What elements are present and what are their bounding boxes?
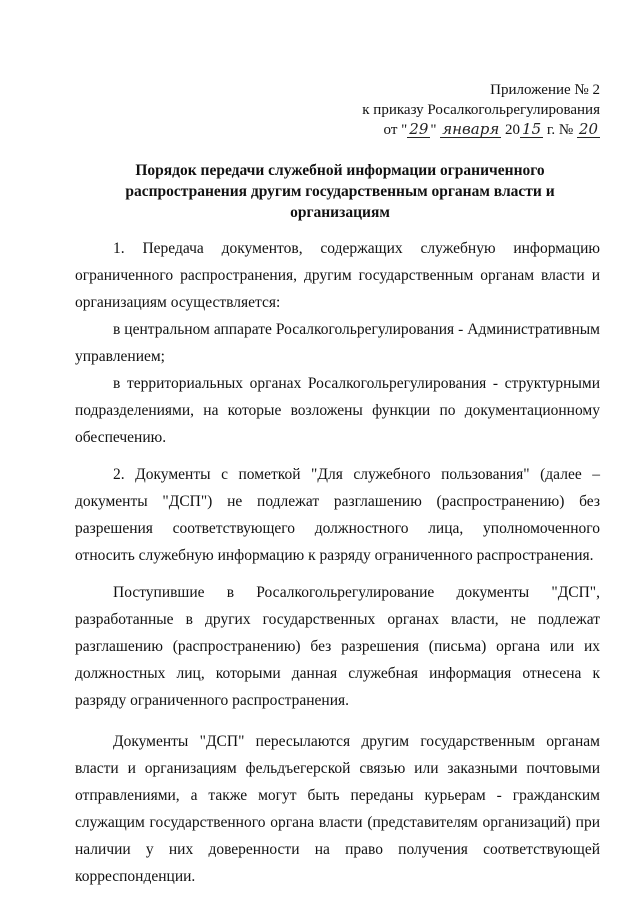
document-body — [75, 235, 600, 890]
paragraph-4: 2. Документы с пометкой "Для служебного пользования" (далее – документы "ДСП") не подлежат разглашению (распространению) без разрешения соответствующего должностного лица, уполномоченного относить служебную информацию к разряду ограниченного распространения. — [75, 466, 600, 564]
handwritten-day: 29 — [409, 120, 429, 138]
annex-number: Приложение № 2 — [490, 82, 600, 98]
paragraph-3: в территориальных органах Росалкогольрегулирования - структурными подразделениями, на которые возложены функции по документационному обеспечению. — [75, 375, 600, 446]
document-title: Порядок передачи служебной информации ограниченного распространения другим государственным органам власти и организациям — [125, 162, 555, 221]
paragraph-2: в центральном аппарате Росалкогольрегулирования - Административным управлением; — [75, 321, 600, 365]
number-label: г. № — [546, 122, 574, 138]
handwritten-month: января — [442, 120, 500, 138]
annex-date-line — [320, 120, 600, 140]
year-prefix: 20 — [505, 122, 521, 138]
paragraph-5: Поступившие в Росалкогольрегулирование документы "ДСП", разработанные в других государственных органах власти, не подлежат разглашению (распространению) без разрешения (письма) органа или их должностных лиц, которыми данная служебная информация отнесена к разряду ограниченного распространения. — [75, 584, 600, 709]
annex-header — [320, 80, 600, 140]
handwritten-year: 15 — [522, 120, 542, 138]
paragraph-1: 1. Передача документов, содержащих служебную информацию ограниченного распространения, другим государственным органам власти и организациям осуществляется: — [75, 240, 600, 311]
handwritten-number: 20 — [578, 120, 598, 138]
date-quote: " — [430, 122, 437, 138]
annex-order-ref: к приказу Росалкогольрегулирования — [362, 102, 600, 118]
paragraph-6: Документы "ДСП" пересылаются другим государственным органам власти и организациям фельдъегерской связью или заказными почтовыми отправлениями, а также могут быть переданы курьерам - гражданским служащим государственного органа власти (представителям организаций) при наличии у них доверенности на право получения соответствующей корреспонденции. — [75, 733, 600, 885]
date-prefix: от " — [383, 122, 408, 138]
